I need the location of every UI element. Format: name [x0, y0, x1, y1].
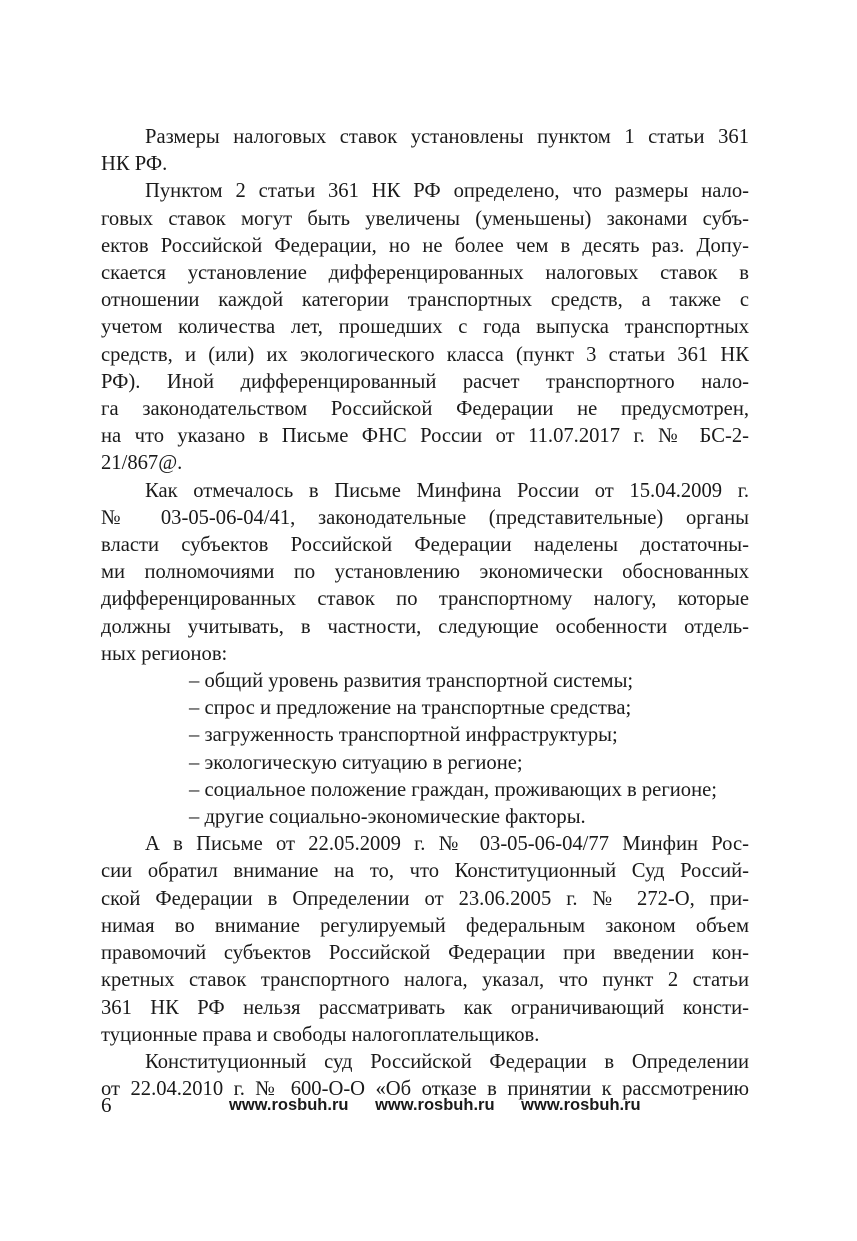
- bullet-item: [101, 695, 749, 722]
- text-line: отношении каждой категории транспортных средств, а также с: [101, 289, 749, 312]
- text-line: – спрос и предложение на транспортные средства;: [189, 697, 632, 720]
- text-line: сии обратил внимание на то, что Конституционный Суд Россий-: [101, 860, 749, 883]
- text-line: Пунктом 2 статьи 361 НК РФ определено, что размеры нало-: [145, 180, 749, 203]
- text-line: Как отмечалось в Письме Минфина России от 15.04.2009 г.: [145, 479, 749, 502]
- text-line: ных регионов:: [101, 642, 228, 665]
- text-line: правомочий субъектов Российской Федерации при введении кон-: [101, 942, 749, 965]
- text-line: ской Федерации в Определении от 23.06.2005 г. № 272-О, при-: [101, 887, 749, 910]
- text-line: РФ). Иной дифференцированный расчет транспортного нало-: [101, 370, 749, 393]
- footer-link[interactable]: www.rosbuh.ru: [229, 1096, 349, 1114]
- text-line: 21/867@.: [101, 452, 183, 475]
- page-footer: [101, 1090, 749, 1120]
- text-line: власти субъектов Российской Федерации наделены достаточны-: [101, 534, 749, 557]
- paragraph: [101, 178, 749, 477]
- text-line: Размеры налоговых ставок установлены пунктом 1 статьи 361: [145, 126, 749, 148]
- text-line: Конституционный суд Российской Федерации в Определении: [145, 1050, 749, 1073]
- text-line: кретных ставок транспортного налога, указал, что пункт 2 статьи: [101, 969, 749, 992]
- footer-link[interactable]: www.rosbuh.ru: [375, 1096, 495, 1114]
- text-line: НК РФ.: [101, 153, 168, 176]
- text-line: га законодательством Российской Федерации не предусмотрен,: [101, 398, 749, 421]
- text-line: средств, и (или) их экологического класса (пункт 3 статьи 361 НК: [101, 343, 749, 366]
- paragraph: [101, 124, 749, 178]
- text-line: – общий уровень развития транспортной системы;: [189, 670, 634, 693]
- bullet-item: [101, 722, 749, 749]
- footer-site-links: [229, 1094, 663, 1116]
- bullet-item: [101, 750, 749, 777]
- text-line: скается установление дифференцированных налоговых ставок в: [101, 262, 749, 285]
- text-line: 361 НК РФ нельзя рассматривать как ограничивающий консти-: [101, 996, 749, 1019]
- bullet-item: [101, 777, 749, 804]
- text-line: – экологическую ситуацию в регионе;: [189, 751, 523, 774]
- text-line: говых ставок могут быть увеличены (уменьшены) законами субъ-: [101, 207, 749, 230]
- text-line: туционные права и свободы налогоплательщиков.: [101, 1023, 540, 1046]
- paragraph: [101, 478, 749, 668]
- text-line: – социальное положение граждан, проживающих в регионе;: [189, 778, 717, 801]
- paragraph: [101, 831, 749, 1049]
- text-line: ми полномочиями по установлению экономически обоснованных: [101, 561, 749, 584]
- text-line: А в Письме от 22.05.2009 г. № 03-05-06-04/77 Минфин Рос-: [145, 833, 749, 856]
- bullet-item: [101, 804, 749, 831]
- text-line: № 03-05-06-04/41, законодательные (представительные) органы: [101, 506, 749, 529]
- text-line: на что указано в Письме ФНС России от 11.07.2017 г. № БС-2-: [101, 425, 749, 448]
- footer-link[interactable]: www.rosbuh.ru: [521, 1096, 641, 1114]
- bullet-item: [101, 668, 749, 695]
- text-line: нимая во внимание регулируемый федеральным законом объем: [101, 914, 749, 937]
- text-line: дифференцированных ставок по транспортному налогу, которые: [101, 588, 749, 611]
- page-number: 6: [101, 1093, 112, 1117]
- text-line: – другие социально-экономические факторы.: [189, 806, 586, 829]
- text-line: должны учитывать, в частности, следующие особенности отдель-: [101, 615, 749, 638]
- text-line: от 22.04.2010 г. № 600-О-О «Об отказе в принятии к рассмотрению: [101, 1078, 749, 1101]
- text-line: ектов Российской Федерации, но не более чем в десять раз. Допу-: [101, 234, 749, 257]
- text-line: – загруженность транспортной инфраструктуры;: [189, 724, 618, 747]
- text-line: учетом количества лет, прошедших с года выпуска транспортных: [101, 316, 749, 339]
- page-body-text: [101, 124, 749, 1103]
